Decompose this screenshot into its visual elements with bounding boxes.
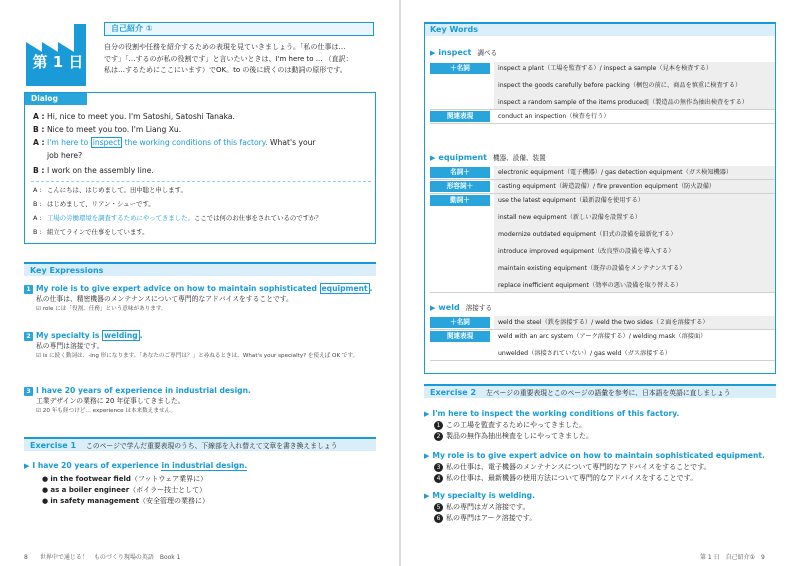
dialog-box [24, 92, 376, 244]
dialog-translation: B : 組立てラインで仕事をしています。 [33, 228, 149, 236]
unit-title: 自己紹介 ① [104, 22, 374, 36]
list-item: ● as a boiler engineer（ボイラー技士として） [42, 486, 207, 494]
table-row: 関連表現 weld with an arc system（アーク溶接する）/ welding mask（溶接面） unwelded（溶接されていない）/ gas weld（ガス溶接する） [430, 330, 776, 361]
key-expression-item: 2 My specialty is welding . 私の専門は溶接です。 ☑ is に続く動詞は、-ing 形になります。「あなたのご専門は？」と尋ねるときは、What's your specialty? を使えば OK です。 [24, 330, 376, 361]
dialog-translation: B : はじめまして、リアン・シューです。 [33, 200, 155, 208]
dialog-line: B : Nice to meet you too. I'm Liang Xu. [33, 125, 182, 134]
keyword-equipment: ▶ equipment 機器、設備、装置 [430, 153, 546, 162]
dialog-translation: A : こんにちは、はじめまして。田中聡と申します。 [33, 186, 187, 194]
right-footer: 第 1 日 自己紹介① 9 [700, 554, 765, 561]
intro-text: 自分の役割や任務を紹介するための表現を見ていきましょう。「私の仕事は… です」「…するのが私の役割です」と言いたいときは、I'm here to ... （直訳： 私は…するためにここにいます）でOK。to の後に続くのは動詞の原形です。 [104, 43, 353, 74]
table-row: 関連表現 conduct an inspection（検査を行う） [430, 110, 776, 124]
exercise2-item: ▶ I'm here to inspect the working conditions of this factory. 1 この工場を監査するためにやってきました。 2 製品の無作為抽出検査をしにやってきました。 [424, 409, 680, 440]
exercise1-header: Exercise 1 このページで学んだ重要表現のうち、下線部を入れ替えて文章を書き換えましょう [24, 437, 376, 451]
key-words-header: Key Words [424, 22, 776, 36]
table-row: 名詞＋ electronic equipment（電子機器）/ gas detection equipment（ガス検知機器） [430, 166, 776, 180]
table-row: ＋名詞 inspect a plant（工場を監査する）/ inspect a sample（見本を検査する） inspect the goods carefully before packing（梱包の前に、商品を慎重に検査する） inspect a random sample of the items produced|（製造品の無作為抽出検査をする） [430, 62, 776, 110]
exercise2-header: Exercise 2 左ページの重要表現とこのページの語彙を参考に、日本語を英語に直しましょう [424, 384, 776, 398]
dialog-line: B : I work on the assembly line. [33, 166, 154, 175]
key-expressions-header: Key Expressions [24, 262, 376, 276]
dialog-line: A : I'm here to inspect the working conditions of this factory. What's your [33, 138, 316, 147]
dialog-line: job here? [47, 151, 83, 160]
table-row: 動詞＋ use the latest equipment（最新設備を使用する） install new equipment（新しい設備を設置する） modernize outdated equipment（旧式の設備を最新化する） introduce improved equipment（改良型の設備を導入する） maintain existing equipment（既存の設備をメンテナンスする） replace inefficient equipment（効率の悪い設備を取り替える） [430, 194, 776, 293]
exercise2-item: ▶ My role is to give expert advice on how to maintain sophisticated equipment. 3 私の仕事は、電子機器のメンテナンスについて専門的なアドバイスをすることです。 4 私の仕事は、最新機器の使用方法について専門的なアドバイスをすることです。 [424, 451, 765, 482]
table-row: 形容詞＋ casting equipment（鋳造設備）/ fire prevention equipment（防火設備） [430, 180, 776, 194]
left-footer: 8 世界中で通じる！ ものづくり現場の英語 Book 1 [24, 554, 181, 561]
day-label: 第 1 日 [32, 53, 84, 71]
exercise2-item: ▶ My specialty is welding. 5 私の専門はガス溶接です。 6 私の専門はアーク溶接です。 [424, 491, 537, 522]
exercise1-bullets [24, 474, 376, 507]
dialog-translation: A : 工場の労働環境を調査するためにやってきました。ここでは何のお仕事をされているのですか？ [33, 214, 322, 222]
key-words-box [424, 22, 776, 374]
list-item: ● in safety management（安全管理の業務に） [42, 497, 210, 505]
table-row: ＋名詞 weld the steel（鉄を溶接する）/ weld the two sides（２面を溶接する） [430, 316, 776, 330]
dialog-divider [31, 181, 371, 182]
keyword-inspect: ▶ inspect 調べる [430, 48, 498, 57]
list-item: ● in the footwear field（フットウェア業界に） [42, 475, 208, 483]
dialog-header: Dialog [25, 93, 87, 105]
book-spine [399, 0, 401, 566]
dialog-line: A : Hi, nice to meet you. I'm Satoshi, Satoshi Tanaka. [33, 112, 235, 121]
key-expression-item: 3 I have 20 years of experience in industrial design. 工業デザインの業務に 20 年従事してきました。 ☑ 20 年も経つけど… experience は本来数えません。 [24, 385, 376, 416]
exercise1-prompt: ▶ I have 20 years of experience in industrial design. [24, 461, 248, 470]
key-expression-item: 1 My role is to give expert advice on how to maintain sophisticated equipment . 私の仕事は、精密機器のメンテナンスについて専門的なアドバイスをすることです。 ☑ role には「役割、任務」という意味があります。 [24, 283, 376, 314]
keyword-weld: ▶ weld 溶接する [430, 303, 493, 312]
